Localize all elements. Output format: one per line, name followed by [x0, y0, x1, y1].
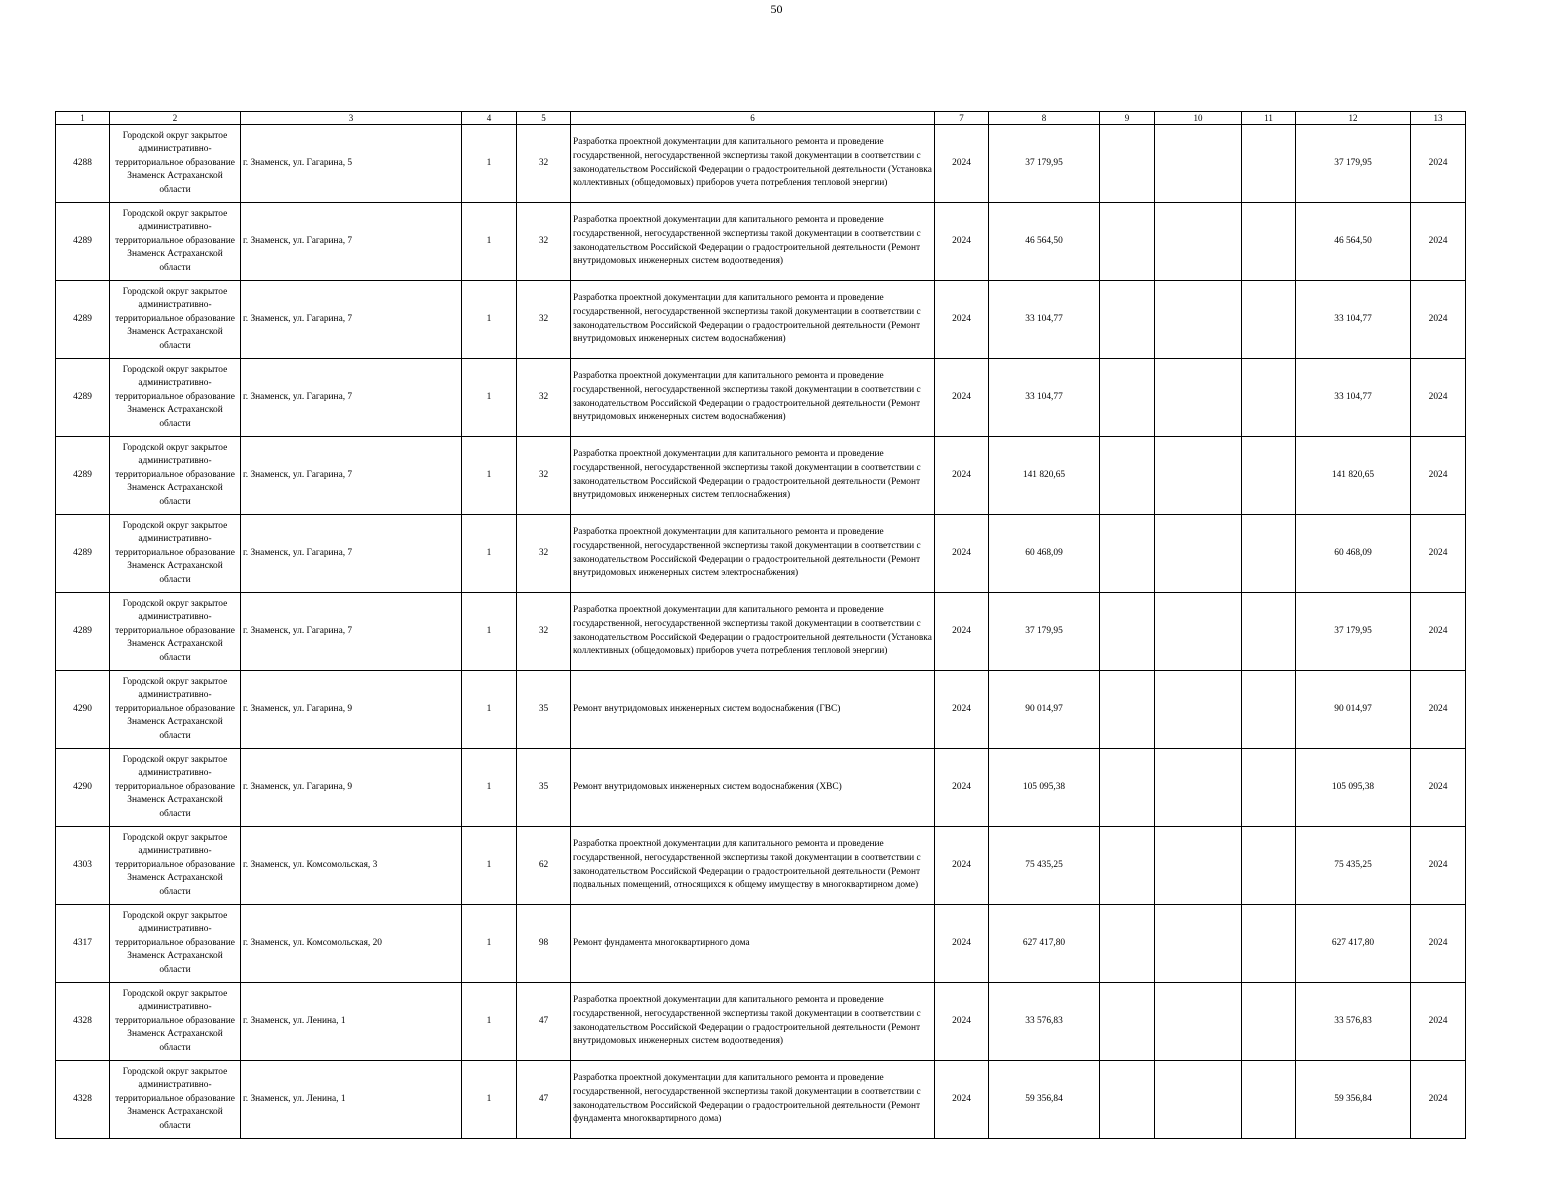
completion-year-cell: 2024 — [1411, 905, 1466, 983]
year-cell: 2024 — [935, 281, 989, 359]
work-type-cell: Разработка проектной документации для капитального ремонта и проведение государственной, негосударственной экспертизы такой документации в соответствии с законодательством Российской Федерации о градостроительной деятельности (Ремонт внутридомовых инженерных систем теплоснабжения) — [571, 437, 935, 515]
column-9-cell — [1100, 905, 1155, 983]
column-10-cell — [1155, 203, 1242, 281]
column-header: 12 — [1296, 112, 1411, 125]
column-9-cell — [1100, 983, 1155, 1061]
municipality-cell: Городской округ закрытое административно-территориальное образование Знаменск Астраханской области — [110, 983, 241, 1061]
year-cell: 2024 — [935, 515, 989, 593]
table-row — [56, 905, 1466, 983]
column-5-cell: 32 — [517, 203, 571, 281]
column-5-cell: 62 — [517, 827, 571, 905]
object-number-cell: 4290 — [56, 671, 110, 749]
column-10-cell — [1155, 1061, 1242, 1139]
municipality-cell: Городской округ закрытое административно-территориальное образование Знаменск Астраханской области — [110, 203, 241, 281]
column-5-cell: 32 — [517, 125, 571, 203]
column-10-cell — [1155, 671, 1242, 749]
work-type-cell: Ремонт фундамента многоквартирного дома — [571, 905, 935, 983]
municipality-cell: Городской округ закрытое административно-территориальное образование Знаменск Астраханской области — [110, 827, 241, 905]
table-row — [56, 281, 1466, 359]
cost-cell: 33 104,77 — [989, 359, 1100, 437]
funding-cell: 46 564,50 — [1296, 203, 1411, 281]
completion-year-cell: 2024 — [1411, 203, 1466, 281]
column-9-cell — [1100, 749, 1155, 827]
column-5-cell: 32 — [517, 281, 571, 359]
column-header: 9 — [1100, 112, 1155, 125]
work-type-cell: Разработка проектной документации для капитального ремонта и проведение государственной, негосударственной экспертизы такой документации в соответствии с законодательством Российской Федерации о градостроительной деятельности (Ремонт внутридомовых инженерных систем электроснабжения) — [571, 515, 935, 593]
column-10-cell — [1155, 905, 1242, 983]
object-number-cell: 4317 — [56, 905, 110, 983]
column-4-cell: 1 — [462, 359, 517, 437]
column-9-cell — [1100, 125, 1155, 203]
year-cell: 2024 — [935, 593, 989, 671]
funding-cell: 141 820,65 — [1296, 437, 1411, 515]
work-type-cell: Разработка проектной документации для капитального ремонта и проведение государственной, негосударственной экспертизы такой документации в соответствии с законодательством Российской Федерации о градостроительной деятельности (Установка коллективных (общедомовых) приборов учета потребления тепловой энергии) — [571, 125, 935, 203]
column-9-cell — [1100, 671, 1155, 749]
address-cell: г. Знаменск, ул. Ленина, 1 — [241, 1061, 462, 1139]
work-type-cell: Ремонт внутридомовых инженерных систем водоснабжения (ХВС) — [571, 749, 935, 827]
column-10-cell — [1155, 983, 1242, 1061]
column-11-cell — [1242, 593, 1296, 671]
year-cell: 2024 — [935, 905, 989, 983]
column-11-cell — [1242, 515, 1296, 593]
work-type-cell: Разработка проектной документации для капитального ремонта и проведение государственной, негосударственной экспертизы такой документации в соответствии с законодательством Российской Федерации о градостроительной деятельности (Установка коллективных (общедомовых) приборов учета потребления тепловой энергии) — [571, 593, 935, 671]
address-cell: г. Знаменск, ул. Гагарина, 7 — [241, 515, 462, 593]
column-10-cell — [1155, 437, 1242, 515]
column-9-cell — [1100, 281, 1155, 359]
table-row — [56, 749, 1466, 827]
object-number-cell: 4289 — [56, 515, 110, 593]
column-header: 2 — [110, 112, 241, 125]
table-row — [56, 515, 1466, 593]
table-row — [56, 827, 1466, 905]
object-number-cell: 4328 — [56, 1061, 110, 1139]
completion-year-cell: 2024 — [1411, 593, 1466, 671]
column-11-cell — [1242, 905, 1296, 983]
column-9-cell — [1100, 515, 1155, 593]
completion-year-cell: 2024 — [1411, 671, 1466, 749]
column-11-cell — [1242, 125, 1296, 203]
municipality-cell: Городской округ закрытое административно-территориальное образование Знаменск Астраханской области — [110, 905, 241, 983]
column-11-cell — [1242, 437, 1296, 515]
funding-cell: 33 104,77 — [1296, 281, 1411, 359]
year-cell: 2024 — [935, 671, 989, 749]
column-header: 7 — [935, 112, 989, 125]
column-5-cell: 47 — [517, 983, 571, 1061]
cost-cell: 141 820,65 — [989, 437, 1100, 515]
column-4-cell: 1 — [462, 749, 517, 827]
column-4-cell: 1 — [462, 437, 517, 515]
column-header: 8 — [989, 112, 1100, 125]
year-cell: 2024 — [935, 437, 989, 515]
funding-cell: 627 417,80 — [1296, 905, 1411, 983]
column-11-cell — [1242, 827, 1296, 905]
funding-cell: 90 014,97 — [1296, 671, 1411, 749]
work-type-cell: Разработка проектной документации для капитального ремонта и проведение государственной, негосударственной экспертизы такой документации в соответствии с законодательством Российской Федерации о градостроительной деятельности (Ремонт фундамента многоквартирного дома) — [571, 1061, 935, 1139]
address-cell: г. Знаменск, ул. Гагарина, 9 — [241, 671, 462, 749]
funding-cell: 33 576,83 — [1296, 983, 1411, 1061]
address-cell: г. Знаменск, ул. Гагарина, 7 — [241, 437, 462, 515]
completion-year-cell: 2024 — [1411, 125, 1466, 203]
cost-cell: 60 468,09 — [989, 515, 1100, 593]
column-number-header-row — [56, 112, 1466, 125]
column-5-cell: 35 — [517, 671, 571, 749]
completion-year-cell: 2024 — [1411, 983, 1466, 1061]
column-10-cell — [1155, 749, 1242, 827]
column-header: 4 — [462, 112, 517, 125]
column-4-cell: 1 — [462, 1061, 517, 1139]
column-header: 11 — [1242, 112, 1296, 125]
column-10-cell — [1155, 281, 1242, 359]
year-cell: 2024 — [935, 203, 989, 281]
column-11-cell — [1242, 983, 1296, 1061]
object-number-cell: 4288 — [56, 125, 110, 203]
year-cell: 2024 — [935, 749, 989, 827]
municipality-cell: Городской округ закрытое административно-территориальное образование Знаменск Астраханской области — [110, 437, 241, 515]
page-number: 50 — [770, 2, 783, 16]
funding-cell: 60 468,09 — [1296, 515, 1411, 593]
column-9-cell — [1100, 593, 1155, 671]
table-row — [56, 671, 1466, 749]
address-cell: г. Знаменск, ул. Гагарина, 5 — [241, 125, 462, 203]
cost-cell: 37 179,95 — [989, 593, 1100, 671]
column-4-cell: 1 — [462, 281, 517, 359]
column-11-cell — [1242, 203, 1296, 281]
column-5-cell: 98 — [517, 905, 571, 983]
object-number-cell: 4303 — [56, 827, 110, 905]
table-row — [56, 203, 1466, 281]
completion-year-cell: 2024 — [1411, 749, 1466, 827]
completion-year-cell: 2024 — [1411, 1061, 1466, 1139]
funding-cell: 59 356,84 — [1296, 1061, 1411, 1139]
address-cell: г. Знаменск, ул. Гагарина, 7 — [241, 203, 462, 281]
column-9-cell — [1100, 827, 1155, 905]
address-cell: г. Знаменск, ул. Ленина, 1 — [241, 983, 462, 1061]
funding-cell: 37 179,95 — [1296, 125, 1411, 203]
year-cell: 2024 — [935, 1061, 989, 1139]
column-4-cell: 1 — [462, 203, 517, 281]
work-type-cell: Разработка проектной документации для капитального ремонта и проведение государственной, негосударственной экспертизы такой документации в соответствии с законодательством Российской Федерации о градостроительной деятельности (Ремонт подвальных помещений, относящихся к общему имуществу в многоквартирном доме) — [571, 827, 935, 905]
cost-cell: 59 356,84 — [989, 1061, 1100, 1139]
completion-year-cell: 2024 — [1411, 437, 1466, 515]
column-10-cell — [1155, 593, 1242, 671]
column-4-cell: 1 — [462, 671, 517, 749]
column-4-cell: 1 — [462, 905, 517, 983]
cost-cell: 75 435,25 — [989, 827, 1100, 905]
work-type-cell: Разработка проектной документации для капитального ремонта и проведение государственной, негосударственной экспертизы такой документации в соответствии с законодательством Российской Федерации о градостроительной деятельности (Ремонт внутридомовых инженерных систем водоснабжения) — [571, 359, 935, 437]
table-row — [56, 593, 1466, 671]
column-11-cell — [1242, 671, 1296, 749]
column-9-cell — [1100, 203, 1155, 281]
column-4-cell: 1 — [462, 125, 517, 203]
table-row — [56, 125, 1466, 203]
cost-cell: 90 014,97 — [989, 671, 1100, 749]
funding-cell: 105 095,38 — [1296, 749, 1411, 827]
cost-cell: 105 095,38 — [989, 749, 1100, 827]
object-number-cell: 4289 — [56, 359, 110, 437]
municipality-cell: Городской округ закрытое административно-территориальное образование Знаменск Астраханской области — [110, 515, 241, 593]
column-4-cell: 1 — [462, 983, 517, 1061]
table-row — [56, 983, 1466, 1061]
municipality-cell: Городской округ закрытое административно-территориальное образование Знаменск Астраханской области — [110, 593, 241, 671]
column-header: 6 — [571, 112, 935, 125]
column-header: 3 — [241, 112, 462, 125]
table-row — [56, 359, 1466, 437]
object-number-cell: 4289 — [56, 437, 110, 515]
object-number-cell: 4289 — [56, 281, 110, 359]
column-4-cell: 1 — [462, 515, 517, 593]
column-header: 13 — [1411, 112, 1466, 125]
year-cell: 2024 — [935, 827, 989, 905]
column-5-cell: 47 — [517, 1061, 571, 1139]
column-header: 10 — [1155, 112, 1242, 125]
address-cell: г. Знаменск, ул. Комсомольская, 20 — [241, 905, 462, 983]
funding-cell: 33 104,77 — [1296, 359, 1411, 437]
table-row — [56, 437, 1466, 515]
object-number-cell: 4289 — [56, 593, 110, 671]
column-header: 1 — [56, 112, 110, 125]
column-9-cell — [1100, 359, 1155, 437]
work-type-cell: Разработка проектной документации для капитального ремонта и проведение государственной, негосударственной экспертизы такой документации в соответствии с законодательством Российской Федерации о градостроительной деятельности (Ремонт внутридомовых инженерных систем водоотведения) — [571, 203, 935, 281]
object-number-cell: 4289 — [56, 203, 110, 281]
column-11-cell — [1242, 359, 1296, 437]
municipality-cell: Городской округ закрытое административно-территориальное образование Знаменск Астраханской области — [110, 1061, 241, 1139]
column-11-cell — [1242, 281, 1296, 359]
column-10-cell — [1155, 359, 1242, 437]
address-cell: г. Знаменск, ул. Гагарина, 7 — [241, 281, 462, 359]
column-9-cell — [1100, 437, 1155, 515]
year-cell: 2024 — [935, 983, 989, 1061]
column-11-cell — [1242, 749, 1296, 827]
completion-year-cell: 2024 — [1411, 281, 1466, 359]
column-9-cell — [1100, 1061, 1155, 1139]
column-11-cell — [1242, 1061, 1296, 1139]
work-type-cell: Разработка проектной документации для капитального ремонта и проведение государственной, негосударственной экспертизы такой документации в соответствии с законодательством Российской Федерации о градостроительной деятельности (Ремонт внутридомовых инженерных систем водоотведения) — [571, 983, 935, 1061]
table-body — [56, 125, 1466, 1139]
cost-cell: 37 179,95 — [989, 125, 1100, 203]
column-10-cell — [1155, 827, 1242, 905]
table-row — [56, 1061, 1466, 1139]
municipality-cell: Городской округ закрытое административно-территориальное образование Знаменск Астраханской области — [110, 749, 241, 827]
address-cell: г. Знаменск, ул. Комсомольская, 3 — [241, 827, 462, 905]
municipality-cell: Городской округ закрытое административно-территориальное образование Знаменск Астраханской области — [110, 281, 241, 359]
cost-cell: 46 564,50 — [989, 203, 1100, 281]
address-cell: г. Знаменск, ул. Гагарина, 9 — [241, 749, 462, 827]
address-cell: г. Знаменск, ул. Гагарина, 7 — [241, 359, 462, 437]
column-4-cell: 1 — [462, 593, 517, 671]
cost-cell: 33 104,77 — [989, 281, 1100, 359]
cost-cell: 33 576,83 — [989, 983, 1100, 1061]
object-number-cell: 4290 — [56, 749, 110, 827]
completion-year-cell: 2024 — [1411, 359, 1466, 437]
completion-year-cell: 2024 — [1411, 515, 1466, 593]
column-5-cell: 32 — [517, 359, 571, 437]
column-4-cell: 1 — [462, 827, 517, 905]
address-cell: г. Знаменск, ул. Гагарина, 7 — [241, 593, 462, 671]
year-cell: 2024 — [935, 359, 989, 437]
column-5-cell: 32 — [517, 515, 571, 593]
column-10-cell — [1155, 515, 1242, 593]
column-5-cell: 32 — [517, 593, 571, 671]
funding-cell: 75 435,25 — [1296, 827, 1411, 905]
municipality-cell: Городской округ закрытое административно-территориальное образование Знаменск Астраханской области — [110, 671, 241, 749]
object-number-cell: 4328 — [56, 983, 110, 1061]
year-cell: 2024 — [935, 125, 989, 203]
column-header: 5 — [517, 112, 571, 125]
cost-cell: 627 417,80 — [989, 905, 1100, 983]
work-type-cell: Разработка проектной документации для капитального ремонта и проведение государственной, негосударственной экспертизы такой документации в соответствии с законодательством Российской Федерации о градостроительной деятельности (Ремонт внутридомовых инженерных систем водоснабжения) — [571, 281, 935, 359]
repair-program-table — [55, 111, 1466, 1139]
column-5-cell: 32 — [517, 437, 571, 515]
funding-cell: 37 179,95 — [1296, 593, 1411, 671]
municipality-cell: Городской округ закрытое административно-территориальное образование Знаменск Астраханской области — [110, 359, 241, 437]
work-type-cell: Ремонт внутридомовых инженерных систем водоснабжения (ГВС) — [571, 671, 935, 749]
municipality-cell: Городской округ закрытое административно-территориальное образование Знаменск Астраханской области — [110, 125, 241, 203]
column-10-cell — [1155, 125, 1242, 203]
completion-year-cell: 2024 — [1411, 827, 1466, 905]
column-5-cell: 35 — [517, 749, 571, 827]
